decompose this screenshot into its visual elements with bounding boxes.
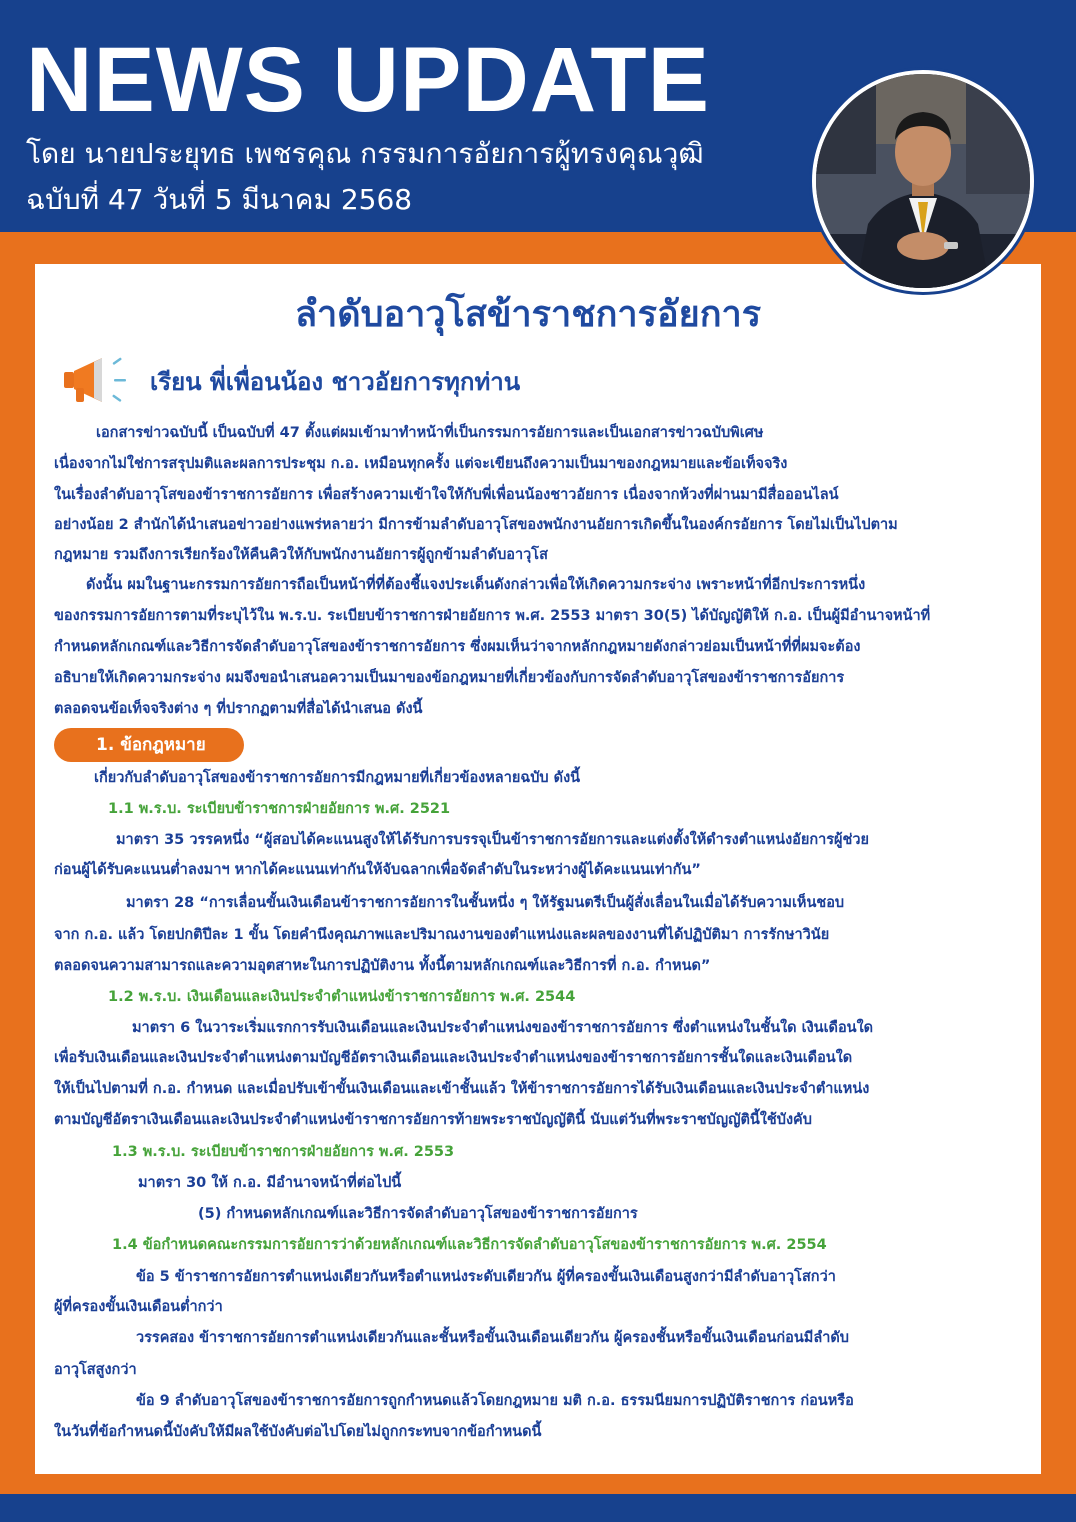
section-intro: เกี่ยวกับลำดับอาวุโสของข้าราชการอัยการมีกฎหมายที่เกี่ยวข้องหลายฉบับ ดังนี้ xyxy=(94,770,581,786)
law-heading: 1.2 พ.ร.บ. เงินเดือนและเงินประจำตำแหน่งข้าราชการอัยการ พ.ศ. 2544 xyxy=(108,989,576,1005)
issue-date: ฉบับที่ 47 วันที่ 5 มีนาคม 2568 xyxy=(26,183,413,216)
portrait-illustration xyxy=(816,74,1030,288)
intro-line: ตลอดจนข้อเท็จจริงต่าง ๆ ที่ปรากฏตามที่สื่อได้นำเสนอ ดังนี้ xyxy=(54,701,423,717)
law-line: วรรคสอง ข้าราชการอัยการตำแหน่งเดียวกันและชั้นหรือขั้นเงินเดือนเดียวกัน ผู้ครองชั้นหรือขั้นเงินเดือนก่อนมีลำดับ xyxy=(136,1330,850,1346)
newsletter-title: NEWS UPDATE xyxy=(26,29,710,131)
law-line: ข้อ 5 ข้าราชการอัยการตำแหน่งเดียวกันหรือตำแหน่งระดับเดียวกัน ผู้ที่ครองขั้นเงินเดือนสูงกว่ามีลำดับอาวุโสกว่า xyxy=(136,1269,836,1285)
article-title: ลำดับอาวุโสข้าราชการอัยการ xyxy=(294,294,762,335)
intro-line: อย่างน้อย 2 สำนักได้นำเสนอข่าวอย่างแพร่หลายว่า มีการข้ามลำดับอาวุโสของพนักงานอัยการเกิดขึ้นในองค์กรอัยการ โดยไม่เป็นไปตาม xyxy=(54,517,898,533)
megaphone-icon xyxy=(60,352,140,408)
law-line: ให้เป็นไปตามที่ ก.อ. กำหนด และเมื่อปรับเข้าขั้นเงินเดือนและเข้าชั้นแล้ว ให้ข้าราชการอัยการได้รับเงินเดือนและเงินประจำตำแหน่ง xyxy=(54,1081,870,1097)
intro-line: กำหนดหลักเกณฑ์และวิธีการจัดลำดับอาวุโสของข้าราชการอัยการ ซึ่งผมเห็นว่าจากหลักกฎหมายดังกล่าวย่อมเป็นหน้าที่ที่ผมจะต้อง xyxy=(54,639,861,655)
law-line: มาตรา 35 วรรคหนึ่ง “ผู้สอบได้คะแนนสูงให้ได้รับการบรรจุเป็นข้าราชการอัยการและแต่งตั้งให้ดำรงตำแหน่งอัยการผู้ช่วย xyxy=(116,832,870,848)
author-byline: โดย นายประยุทธ เพชรคุณ กรรมการอัยการผู้ทรงคุณวุฒิ xyxy=(26,137,704,170)
law-line: ผู้ที่ครองขั้นเงินเดือนต่ำกว่า xyxy=(54,1299,223,1315)
law-heading: 1.4 ข้อกำหนดคณะกรรมการอัยการว่าด้วยหลักเกณฑ์และวิธีการจัดลำดับอาวุโสของข้าราชการอัยการ พ.ศ. 2554 xyxy=(112,1237,827,1253)
law-line: ในวันที่ข้อกำหนดนี้บังคับให้มีผลใช้บังคับต่อไปโดยไม่ถูกกระทบจากข้อกำหนดนี้ xyxy=(54,1424,542,1440)
law-line: มาตรา 30 ให้ ก.อ. มีอำนาจหน้าที่ต่อไปนี้ xyxy=(138,1175,402,1191)
intro-line: ของกรรมการอัยการตามที่ระบุไว้ใน พ.ร.บ. ระเบียบข้าราชการฝ่ายอัยการ พ.ศ. 2553 มาตรา 30(5) ได้บัญญัติให้ ก.อ. เป็นผู้มีอำนาจหน้าที่ xyxy=(54,608,931,624)
intro-line: กฎหมาย รวมถึงการเรียกร้องให้คืนคิวให้กับพนักงานอัยการผู้ถูกข้ามลำดับอาวุโส xyxy=(54,547,548,563)
law-line: ข้อ 9 ลำดับอาวุโสของข้าราชการอัยการถูกกำหนดแล้วโดยกฎหมาย มติ ก.อ. ธรรมนียมการปฏิบัติราชการ ก่อนหรือ xyxy=(136,1393,854,1409)
law-line: มาตรา 6 ในวาระเริ่มแรกการรับเงินเดือนและเงินประจำตำแหน่งของข้าราชการอัยการ ซึ่งตำแหน่งในชั้นใด เงินเดือนใด xyxy=(132,1020,874,1036)
law-line: อาวุโสสูงกว่า xyxy=(54,1362,137,1378)
intro-line: เนื่องจากไม่ใช่การสรุปมติและผลการประชุม ก.อ. เหมือนทุกครั้ง แต่จะเขียนถึงความเป็นมาของกฎหมายและข้อเท็จจริง xyxy=(54,456,788,472)
intro-line: อธิบายให้เกิดความกระจ่าง ผมจึงขอนำเสนอความเป็นมาของข้อกฎหมายที่เกี่ยวข้องกับการจัดลำดับอาวุโสของข้าราชการอัยการ xyxy=(54,670,845,686)
intro-line: ดังนั้น ผมในฐานะกรรมการอัยการถือเป็นหน้าที่ที่ต้องชี้แจงประเด็นดังกล่าวเพื่อให้เกิดความกระจ่าง เพราะหน้าที่อีกประการหนึ่ง xyxy=(86,577,866,593)
footer-band xyxy=(0,1494,1076,1522)
law-heading: 1.1 พ.ร.บ. ระเบียบข้าราชการฝ่ายอัยการ พ.ศ. 2521 xyxy=(108,801,451,817)
law-line: ตามบัญชีอัตราเงินเดือนและเงินประจำตำแหน่งข้าราชการอัยการท้ายพระราชบัญญัตินี้ นับแต่วันที่พระราชบัญญัตินี้ใช้บังคับ xyxy=(54,1112,812,1128)
intro-line: เอกสารข่าวฉบับนี้ เป็นฉบับที่ 47 ตั้งแต่ผมเข้ามาทำหน้าที่เป็นกรรมการอัยการและเป็นเอกสารข่าวฉบับพิเศษ xyxy=(96,425,764,441)
law-line: ตลอดจนความสามารถและความอุตสาหะในการปฏิบัติงาน ทั้งนี้ตามหลักเกณฑ์และวิธีการที่ ก.อ. กำหนด” xyxy=(54,958,711,974)
law-line: (5) กำหนดหลักเกณฑ์และวิธีการจัดลำดับอาวุโสของข้าราชการอัยการ xyxy=(198,1206,638,1222)
greeting-line: เรียน พี่เพื่อนน้อง ชาวอัยการทุกท่าน xyxy=(150,368,521,396)
law-line: ก่อนผู้ได้รับคะแนนต่ำลงมาฯ หากได้คะแนนเท่ากันให้จับฉลากเพื่อจัดลำดับในระหว่างผู้ได้คะแนนเท่ากัน” xyxy=(54,862,701,878)
section-label: 1. ข้อกฎหมาย xyxy=(96,735,206,755)
law-line: มาตรา 28 “การเลื่อนขั้นเงินเดือนข้าราชการอัยการในชั้นหนึ่ง ๆ ให้รัฐมนตรีเป็นผู้สั่งเลื่อนในเมื่อได้รับความเห็นชอบ xyxy=(126,895,845,911)
intro-line: ในเรื่องลำดับอาวุโสของข้าราชการอัยการ เพื่อสร้างความเข้าใจให้กับพี่เพื่อนน้องชาวอัยการ เนื่องจากห้วงที่ผ่านมามีสื่อออนไลน์ xyxy=(54,487,839,503)
law-line: จาก ก.อ. แล้ว โดยปกติปีละ 1 ขั้น โดยคำนึงคุณภาพและปริมาณงานของตำแหน่งและผลของงานที่ได้ปฏิบัติมา การรักษาวินัย xyxy=(54,927,830,943)
law-line: เพื่อรับเงินเดือนและเงินประจำตำแหน่งตามบัญชีอัตราเงินเดือนและเงินประจำตำแหน่งของข้าราชการอัยการชั้นใดและเงินเดือนใด xyxy=(54,1050,853,1066)
law-heading: 1.3 พ.ร.บ. ระเบียบข้าราชการฝ่ายอัยการ พ.ศ. 2553 xyxy=(112,1144,455,1160)
speaker-portrait xyxy=(812,70,1034,292)
